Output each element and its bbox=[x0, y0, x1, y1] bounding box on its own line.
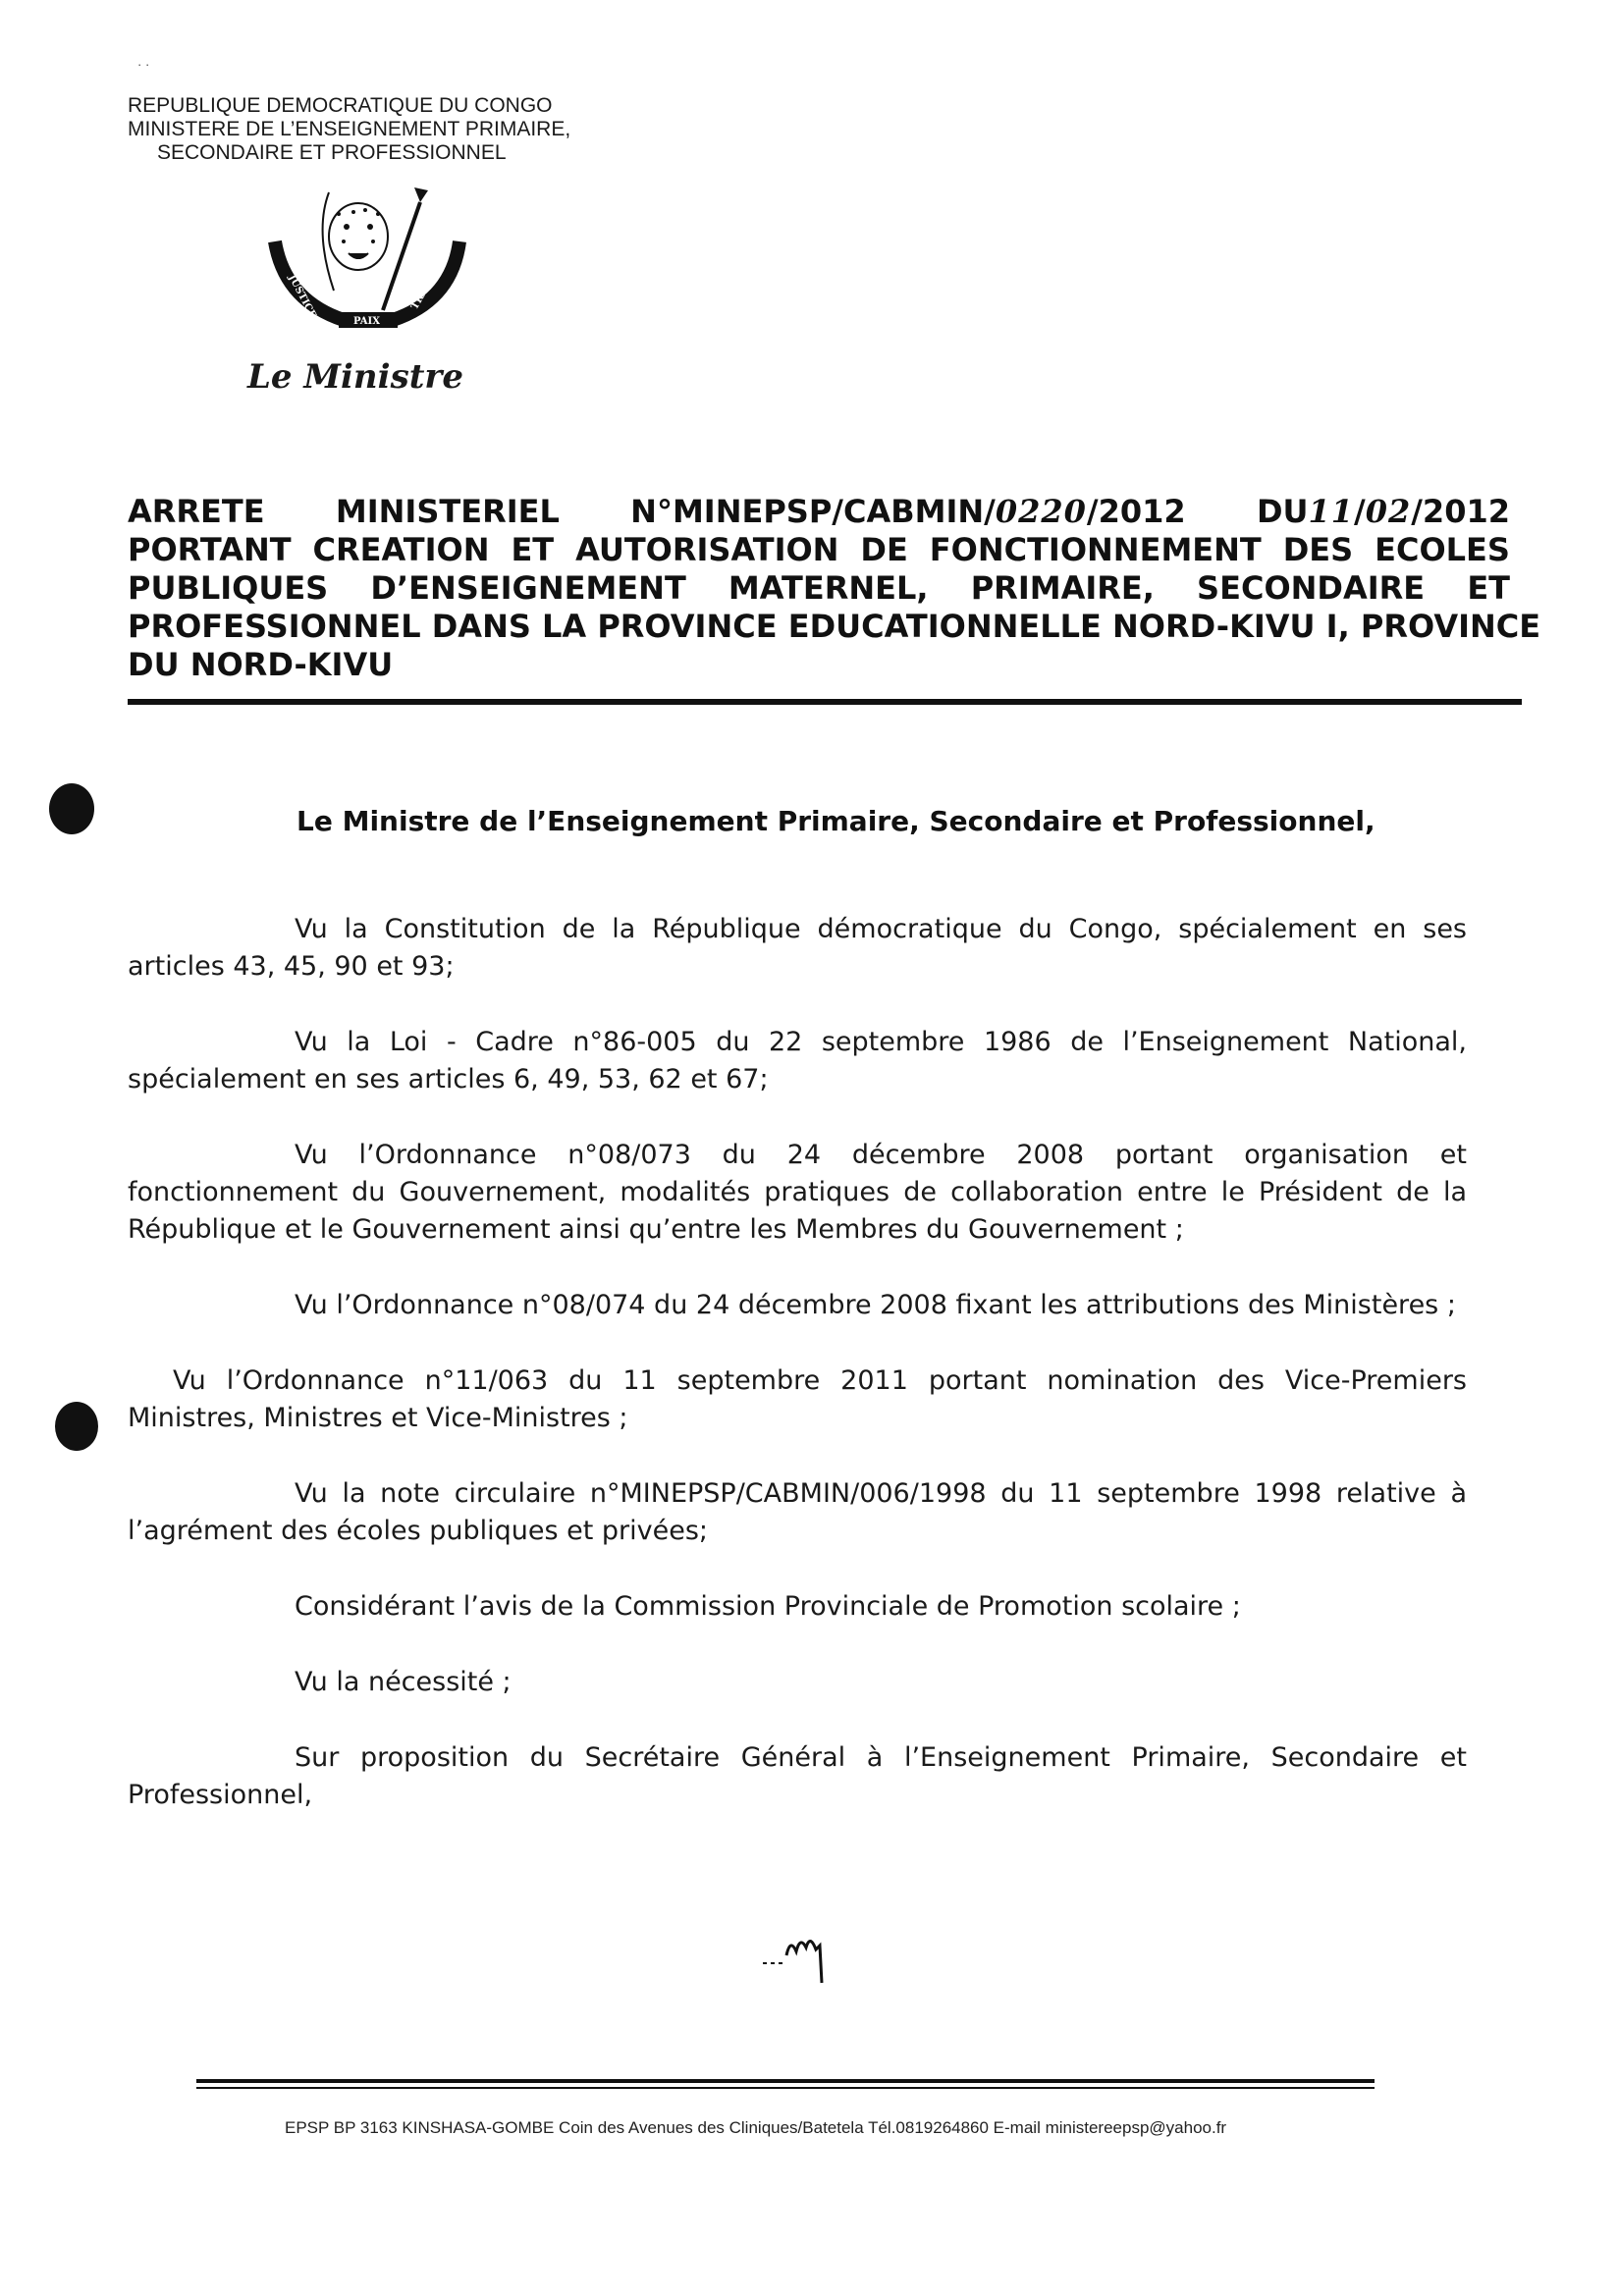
title-word: ECOLES bbox=[1375, 531, 1510, 568]
considerant-ordonnance-074: Vu l’Ordonnance n°08/074 du 24 décembre 2008 fixant les attributions des Ministères ; bbox=[295, 1290, 1456, 1320]
considerant-loi-cadre: Vu la Loi - Cadre n°86-005 du 22 septembre 1986 de l’Enseignement National, spécialement en ses articles 6, 49, 53, 62 et 67; bbox=[128, 1027, 1467, 1095]
motto-left: JUSTICE bbox=[286, 273, 318, 321]
scan-mark: · · bbox=[137, 57, 150, 72]
decree-date-prefix: DU bbox=[1256, 493, 1309, 530]
spear-head-icon bbox=[414, 187, 428, 202]
title-line-3 bbox=[128, 569, 1510, 608]
title-word: ARRETE bbox=[128, 493, 265, 530]
title-word: AUTORISATION bbox=[575, 531, 839, 568]
considerant-proposition: Sur proposition du Secrétaire Général à l’Enseignement Primaire, Secondaire et Professionnel, bbox=[128, 1742, 1467, 1810]
title-word: DES bbox=[1282, 531, 1354, 568]
decree-date-sep: / bbox=[1354, 493, 1366, 530]
decree-number-year: /2012 bbox=[1086, 493, 1186, 530]
title-divider bbox=[128, 699, 1522, 705]
letterhead-ministry: MINISTERE DE L’ENSEIGNEMENT PRIMAIRE, bbox=[128, 118, 571, 140]
letterhead bbox=[128, 94, 570, 165]
title-word: CREATION bbox=[312, 531, 490, 568]
letterhead-ministry-cont: SECONDAIRE ET PROFESSIONNEL bbox=[157, 141, 507, 164]
considerant-ordonnance-063: Vu l’Ordonnance n°11/063 du 11 septembre 2011 portant nomination des Vice-Premiers Ministres, Ministres et Vice-Ministres ; bbox=[128, 1365, 1467, 1433]
handwritten-initials bbox=[761, 1924, 839, 1993]
title-word: SECONDAIRE bbox=[1197, 569, 1426, 607]
leopard-head-icon bbox=[329, 203, 388, 270]
coat-of-arms-emblem bbox=[236, 183, 491, 369]
motto-center: PAIX bbox=[353, 316, 380, 327]
decree-title bbox=[128, 493, 1541, 684]
footer-address: EPSP BP 3163 KINSHASA-GOMBE Coin des Avenues des Cliniques/Batetela Tél.0819264860 E-mail ministereepsp@yahoo.fr bbox=[285, 2118, 1227, 2137]
motto-right: TRAVAIL bbox=[409, 264, 444, 312]
decree-date bbox=[1257, 493, 1510, 531]
footer-divider-thin bbox=[196, 2087, 1375, 2089]
title-line-2 bbox=[128, 531, 1510, 569]
letterhead-country: REPUBLIQUE DEMOCRATIQUE DU CONGO bbox=[128, 94, 553, 117]
title-word: ET bbox=[511, 531, 555, 568]
hole-punch-mark bbox=[55, 1402, 98, 1451]
footer-divider-thick bbox=[196, 2079, 1375, 2083]
considerant-note-circulaire: Vu la note circulaire n°MINEPSP/CABMIN/006/1998 du 11 septembre 1998 relative à l’agrément des écoles publiques et privées; bbox=[128, 1478, 1467, 1546]
decree-number-handwritten: 0220 bbox=[995, 493, 1087, 530]
title-word: PORTANT bbox=[128, 531, 292, 568]
title-word: D’ENSEIGNEMENT bbox=[370, 569, 686, 607]
title-word: PRIMAIRE, bbox=[970, 569, 1155, 607]
decree-number-prefix: N°MINEPSP/CABMIN/ bbox=[630, 493, 996, 530]
title-line-1 bbox=[128, 493, 1510, 531]
issuer-heading: Le Ministre de l’Enseignement Primaire, Secondaire et Professionnel, bbox=[297, 805, 1375, 837]
spear-icon bbox=[383, 202, 420, 310]
title-word: PUBLIQUES bbox=[128, 569, 329, 607]
title-line-4: PROFESSIONNEL DANS LA PROVINCE EDUCATIONNELLE NORD-KIVU I, PROVINCE bbox=[128, 608, 1541, 645]
considerant-necessite: Vu la nécessité ; bbox=[295, 1667, 512, 1697]
title-word: MATERNEL, bbox=[728, 569, 929, 607]
title-line-5: DU NORD-KIVU bbox=[128, 646, 394, 683]
title-word: MINISTERIEL bbox=[335, 493, 560, 530]
decree-date-day: 11 bbox=[1308, 493, 1355, 530]
title-word: ET bbox=[1467, 569, 1510, 607]
decree-date-year: /2012 bbox=[1411, 493, 1510, 530]
decree-date-month: 02 bbox=[1365, 493, 1412, 530]
hole-punch-mark bbox=[49, 783, 94, 834]
title-word: DE bbox=[860, 531, 908, 568]
preamble bbox=[128, 911, 1467, 1852]
considerant-ordonnance-073: Vu l’Ordonnance n°08/073 du 24 décembre 2008 portant organisation et fonctionnement du Gouvernement, modalités pratiques de collaboration entre le Président de la République et le Gouvernement ainsi qu’entre les Membres du Gouvernement ; bbox=[128, 1140, 1467, 1245]
decree-number bbox=[630, 493, 1185, 531]
title-word: FONCTIONNEMENT bbox=[929, 531, 1262, 568]
considerant-constitution: Vu la Constitution de la République démocratique du Congo, spécialement en ses articles 43, 45, 90 et 93; bbox=[128, 914, 1467, 982]
considerant-avis-commission: Considérant l’avis de la Commission Provinciale de Promotion scolaire ; bbox=[295, 1591, 1241, 1622]
minister-title-script: Le Ministre bbox=[247, 357, 463, 397]
